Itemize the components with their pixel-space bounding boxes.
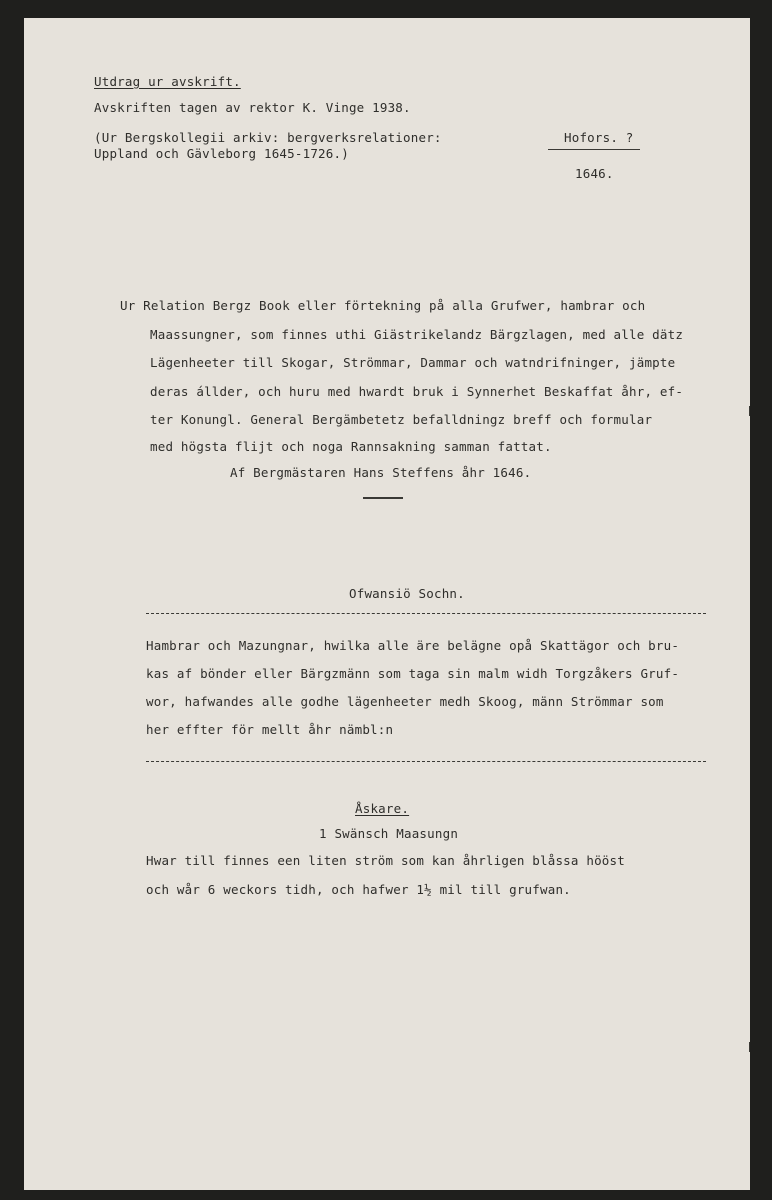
parish-title: Ofwansiö Sochn. — [349, 586, 465, 601]
dashed-rule-top — [146, 613, 706, 614]
entry-subtitle: 1 Swänsch Maasungn — [319, 826, 459, 841]
document-page — [24, 18, 750, 1190]
intro-line: med högsta flijt och noga Rannsakning samman fattat. — [150, 439, 552, 454]
document-heading: Utdrag ur avskrift. — [94, 74, 241, 89]
entry-title: Åskare. — [355, 801, 410, 816]
dashed-rule-bottom — [146, 761, 706, 762]
intro-line: ter Konungl. General Bergämbetetz befalldningz breff och formular — [150, 412, 653, 427]
transcription-note: Avskriften tagen av rektor K. Vinge 1938. — [94, 100, 411, 115]
place-label: Hofors. ? — [564, 130, 634, 145]
entry-line: och wår 6 weckors tidh, och hafwer 1½ mil till grufwan. — [146, 882, 571, 897]
entry-line: Hwar till finnes een liten ström som kan åhrligen blåssa hööst — [146, 853, 625, 868]
place-underline — [548, 149, 640, 150]
year-label: 1646. — [575, 166, 614, 181]
source-reference-line-1: (Ur Bergskollegii arkiv: bergverksrelationer: — [94, 130, 442, 145]
edge-mark — [749, 1042, 750, 1052]
parish-line: Hambrar och Mazungnar, hwilka alle äre belägne opå Skattägor och bru- — [146, 638, 680, 653]
intro-line: deras állder, och huru med hwardt bruk i Synnerhet Beskaffat åhr, ef- — [150, 384, 684, 399]
source-reference-line-2: Uppland och Gävleborg 1645-1726.) — [94, 146, 349, 161]
parish-line: her effter för mellt åhr nämbl:n — [146, 722, 394, 737]
edge-mark — [749, 406, 750, 416]
intro-line: Lägenheeter till Skogar, Strömmar, Dammar och watndrifninger, jämpte — [150, 355, 676, 370]
intro-line: Ur Relation Bergz Book eller förtekning på alla Grufwer, hambrar och — [120, 298, 646, 313]
intro-line: Maassungner, som finnes uthi Giästrikelandz Bärgzlagen, med alle dätz — [150, 327, 684, 342]
intro-signature: Af Bergmästaren Hans Steffens åhr 1646. — [230, 465, 532, 480]
parish-line: kas af bönder eller Bärgzmänn som taga sin malm widh Torgzåkers Gruf- — [146, 666, 680, 681]
section-divider — [363, 497, 403, 499]
parish-line: wor, hafwandes alle godhe lägenheeter medh Skoog, männ Strömmar som — [146, 694, 664, 709]
